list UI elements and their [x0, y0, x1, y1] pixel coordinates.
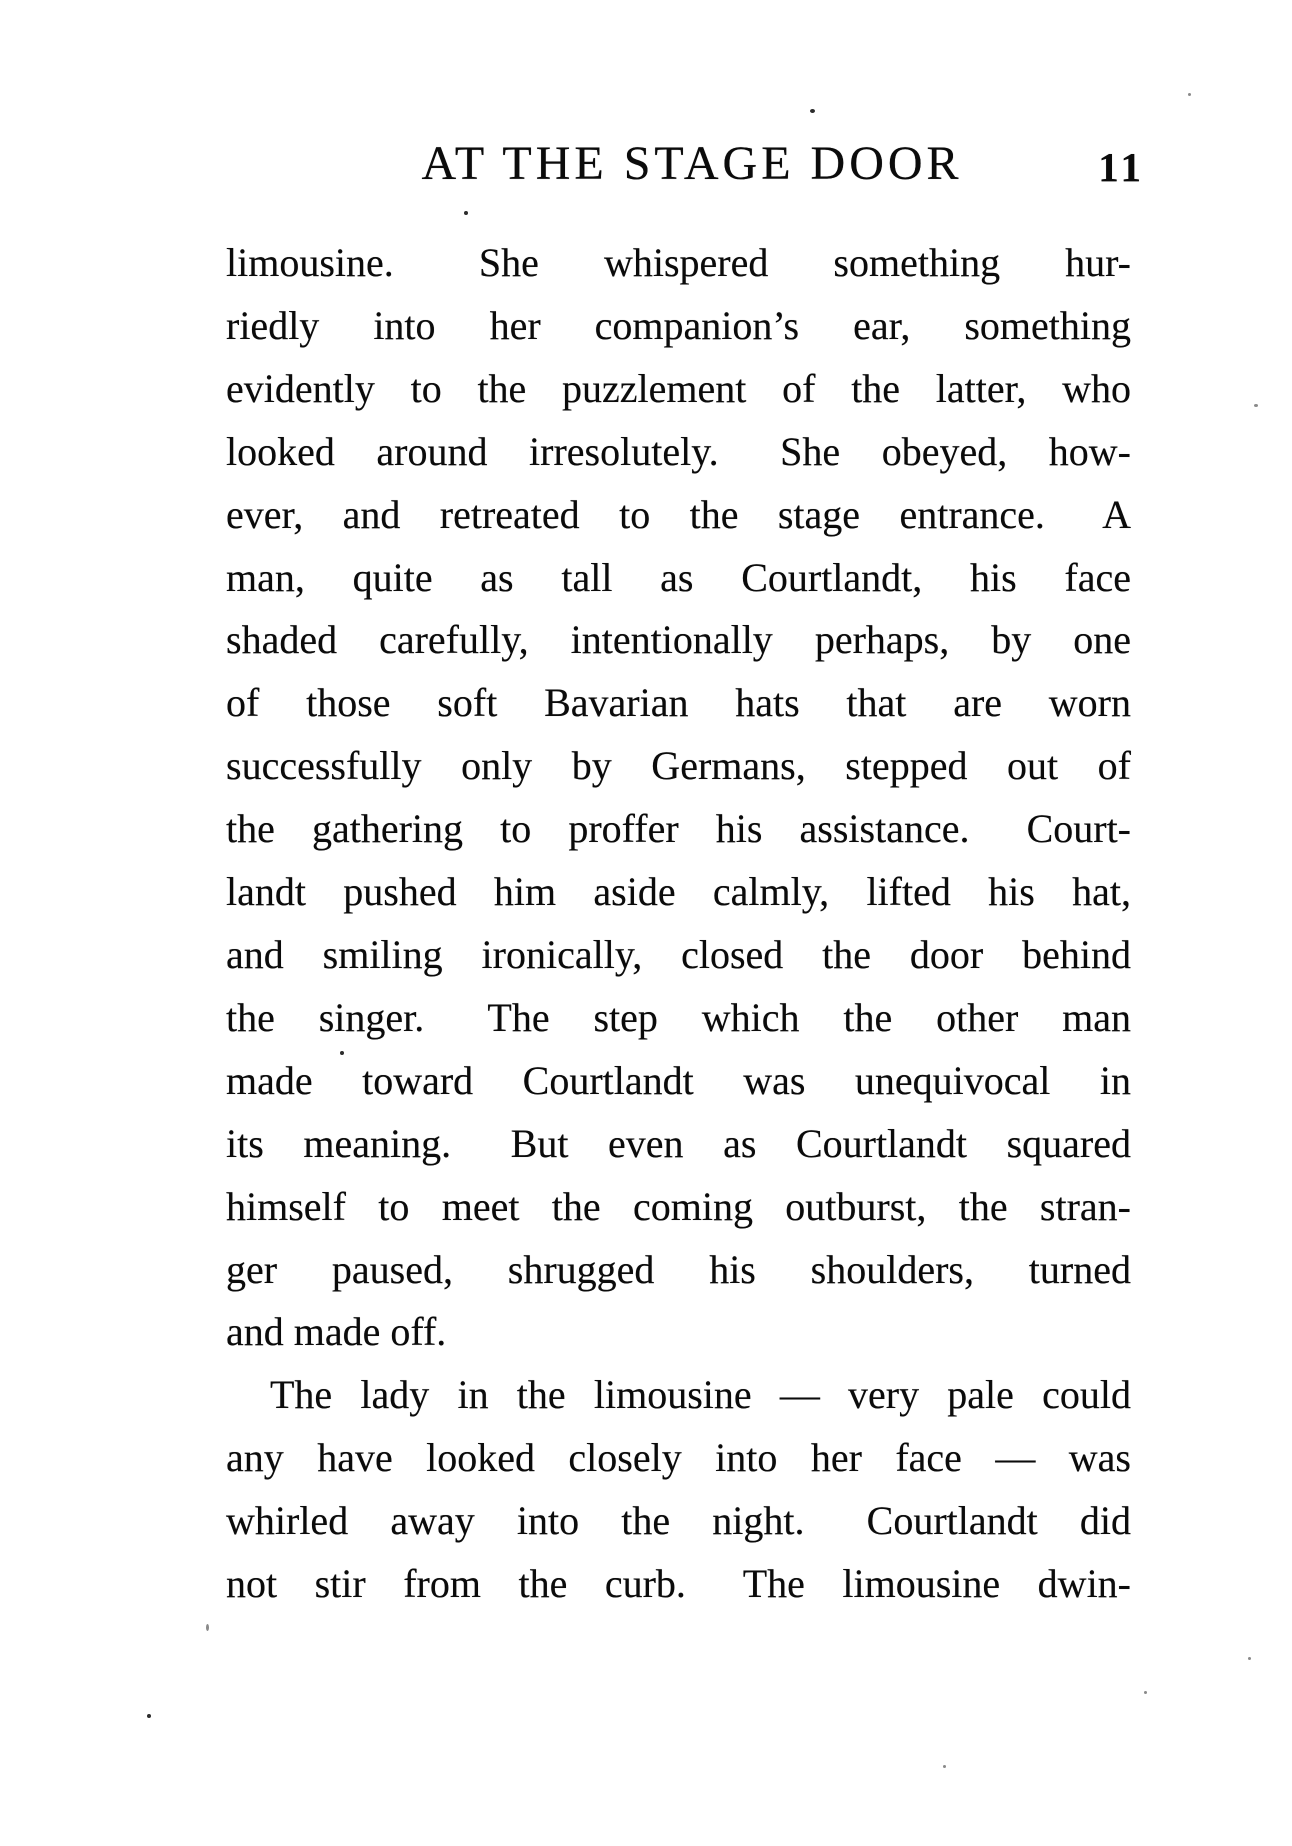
text-line: of those soft Bavarian hats that are worn [226, 680, 1131, 726]
text-line-paragraph-start: The lady in the limousine — very pale could [270, 1372, 1131, 1418]
text-line: its meaning. But even as Courtlandt squared [226, 1120, 1131, 1166]
scan-speck [810, 109, 815, 113]
scan-speck [1144, 1691, 1147, 1694]
text-line: the singer. The step which the other man [226, 994, 1131, 1040]
scan-speck [340, 1051, 344, 1055]
scan-speck [1188, 93, 1191, 96]
running-title: AT THE STAGE DOOR [421, 137, 963, 190]
text-line: and smiling ironically, closed the door behind [226, 931, 1131, 977]
scan-speck [206, 1624, 209, 1631]
text-line: whirled away into the night. Courtlandt did [226, 1498, 1131, 1544]
text-line: man, quite as tall as Courtlandt, his face [226, 554, 1131, 600]
text-line: shaded carefully, intentionally perhaps, by one [226, 617, 1131, 663]
text-line: evidently to the puzzlement of the latter, who [226, 365, 1131, 411]
text-line: limousine. She whispered something hur- [226, 240, 1131, 285]
text-line: any have looked closely into her face — was [226, 1435, 1131, 1481]
text-line: looked around irresolutely. She obeyed, how- [226, 428, 1131, 474]
text-line: made toward Courtlandt was unequivocal in [226, 1057, 1131, 1103]
scan-speck [943, 1765, 946, 1768]
text-line: riedly into her companion’s ear, something [226, 302, 1131, 348]
page-number: 11 [1098, 144, 1145, 190]
scan-speck [1254, 404, 1258, 407]
text-line: landt pushed him aside calmly, lifted his hat, [226, 869, 1131, 915]
text-line-paragraph-end: and made off. [226, 1309, 447, 1355]
scan-speck [464, 211, 468, 215]
body-text [226, 232, 1131, 1616]
text-line: not stir from the curb. The limousine dwin- [226, 1561, 1131, 1607]
scan-speck [147, 1714, 151, 1718]
page-header [226, 136, 1145, 194]
text-line: successfully only by Germans, stepped out of [226, 743, 1131, 789]
text-line: himself to meet the coming outburst, the stran- [226, 1183, 1131, 1229]
scan-speck [1248, 1657, 1251, 1660]
text-line: the gathering to proffer his assistance. Court- [226, 806, 1131, 852]
text-line: ger paused, shrugged his shoulders, turned [226, 1246, 1131, 1292]
text-line: ever, and retreated to the stage entrance. A [226, 491, 1131, 537]
